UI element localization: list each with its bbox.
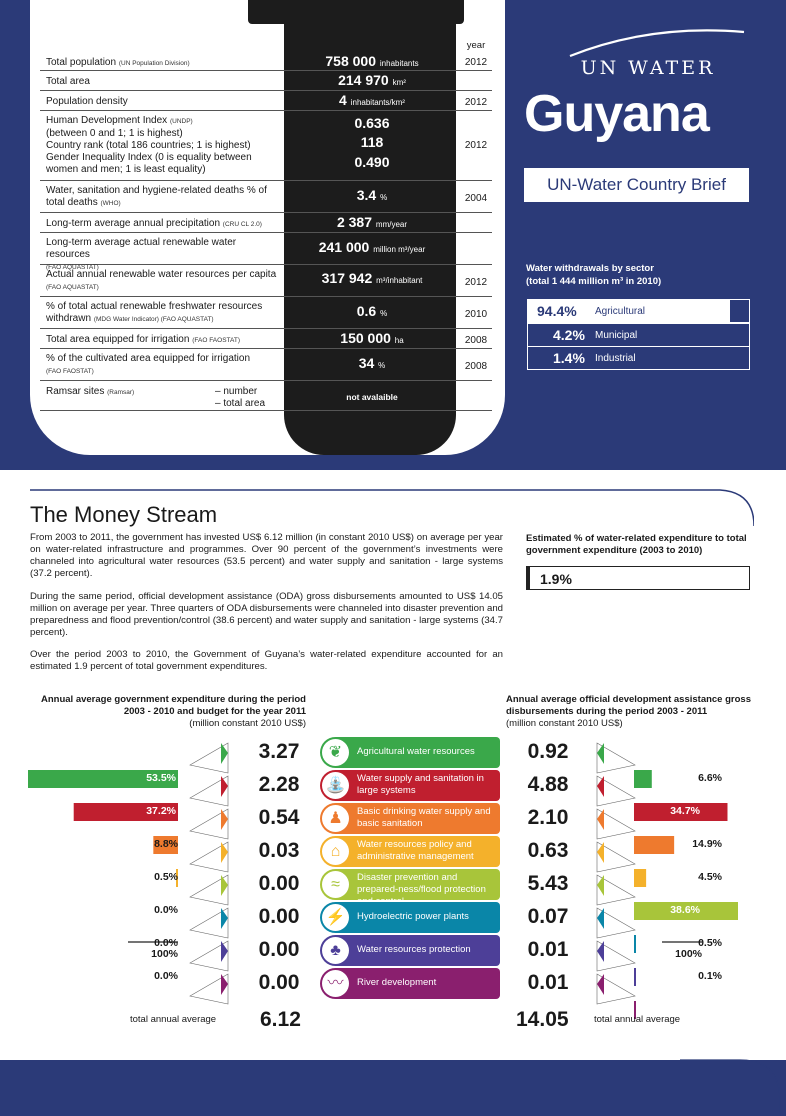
oda-value: 0.01	[527, 938, 569, 961]
logo-swoosh	[570, 30, 744, 56]
wave-icon: ≈	[322, 871, 349, 898]
person-icon: ♟	[322, 805, 349, 832]
indicator-row: Total area 214 970 km²	[40, 73, 492, 91]
indicator-row: Actual annual renewable water resources per capita (FAO AQUASTAT) 317 942 m³/inhabitant 2012	[40, 267, 492, 297]
category-label: Water resources protection	[357, 944, 471, 955]
gov-value: 0.00	[258, 872, 300, 895]
gov-percent: 0.0%	[154, 970, 178, 982]
gov-total-percent: 100%	[151, 948, 178, 960]
indicator-row: Total area equipped for irrigation (FAO FAOSTAT) 150 000 ha 2008	[40, 331, 492, 349]
oda-value: 0.07	[527, 905, 569, 928]
oda-value: 2.10	[527, 806, 569, 829]
category-label: Basic drinking water supply and basic sanitation	[357, 806, 491, 829]
gov-chart-title: Annual average government expenditure during the period 2003 - 2010 and budget for the year 2011 (million constant 2010 US$)	[41, 694, 306, 729]
category-row	[320, 803, 500, 834]
expenditure-share-value: 1.9%	[540, 571, 572, 587]
gov-total-label: total annual average	[130, 1014, 217, 1025]
category-label: Hydroelectric power plants	[357, 911, 469, 922]
category-row	[320, 968, 500, 999]
oda-total-percent: 100%	[675, 948, 702, 960]
gov-percent: 53.5%	[146, 772, 176, 784]
gov-value: 0.00	[258, 905, 300, 928]
category-label: Water resources policy and administrative management	[357, 839, 474, 862]
oda-percent: 0.5%	[698, 937, 722, 949]
oda-percent: 14.9%	[692, 838, 722, 850]
gov-percent: 0.0%	[154, 937, 178, 949]
indicator-row: Human Development Index (UNDP) (between 0 and 1; 1 is highest) Country rank (total 186 countries; 1 is highest) Gender Inequality Index (0 is equality between women and men; 1 is least equality) 0.636 118 0.490 2012	[40, 113, 492, 181]
indicator-row: Total population (UN Population Division) 758 000 inhabitants 2012	[40, 55, 492, 71]
category-row	[320, 935, 500, 966]
oda-bar	[634, 935, 636, 953]
indicator-row: Water, sanitation and hygiene-related deaths % of total deaths (WHO) 3.4 % 2004	[40, 183, 492, 213]
gov-total-value: 6.12	[260, 1008, 301, 1031]
oda-percent: 34.7%	[670, 805, 700, 817]
sector-row: 4.2% Municipal	[527, 323, 750, 347]
plug-icon: ⚡	[322, 904, 349, 931]
paragraph: During the same period, official development assistance (ODA) gross disbursements amounted to US$ 14.05 million on average per year. Three quarters of ODA disbursements were channeled into disaster prevention and preparedness and flood prevention/control (38.6 percent) and water supply and sanitation - large systems (34.7 percent).	[30, 591, 503, 638]
expenditure-share-box	[526, 566, 750, 590]
gov-value: 3.27	[258, 740, 300, 763]
category-row	[320, 869, 500, 900]
section-title: The Money Stream	[30, 502, 218, 527]
un-water-logo	[540, 18, 756, 80]
indicator-row: Ramsar sites (Ramsar) – number – total area not avalaible	[40, 383, 492, 411]
category-label: Agricultural water resources	[357, 746, 475, 757]
indicator-row: Long-term average annual precipitation (CRU CL 2.0) 2 387 mm/year	[40, 215, 492, 233]
year-heading: year	[466, 40, 486, 51]
river-icon: 〰	[322, 970, 349, 997]
oda-total-label: total annual average	[594, 1014, 681, 1025]
gov-percent: 0.5%	[154, 871, 178, 883]
tap-icon: ⛲	[322, 772, 349, 799]
logo-text: UN WATER	[580, 57, 716, 79]
category-label: Water supply and sanitation in large systems	[357, 773, 484, 796]
oda-bar	[634, 770, 652, 788]
sector-row: 1.4% Industrial	[527, 346, 750, 370]
building-icon: ⌂	[322, 838, 349, 865]
oda-percent: 4.5%	[698, 871, 722, 883]
paragraph: Over the period 2003 to 2010, the Government of Guyana’s water-related expenditure accounted for an estimated 1.9 percent of total government expenditures.	[30, 649, 503, 672]
indicator-row: Population density 4 inhabitants/km² 2012	[40, 93, 492, 111]
footer-curve	[680, 1040, 786, 1116]
gov-percent: 37.2%	[146, 805, 176, 817]
sector-row: 94.4% Agricultural	[527, 299, 750, 323]
category-row	[320, 770, 500, 801]
expenditure-share-title: Estimated % of water-related expenditure to total government expenditure (2003 to 2010)	[526, 533, 747, 556]
gov-value: 0.00	[258, 971, 300, 994]
category-label: Disaster prevention and prepared-ness/flood protection	[357, 872, 486, 895]
indicator-row: % of total actual renewable freshwater resources withdrawn (MDG Water Indicator) (FAO AQUASTAT) 0.6 % 2010	[40, 299, 492, 329]
gov-value: 2.28	[258, 773, 300, 796]
gov-value: 0.00	[258, 938, 300, 961]
leaf-icon: ❦	[322, 739, 349, 766]
gov-value: 0.54	[258, 806, 300, 829]
oda-bar	[634, 968, 636, 986]
oda-percent: 0.1%	[698, 970, 722, 982]
category-row	[320, 836, 500, 867]
oda-value: 0.63	[527, 839, 569, 862]
withdrawals-title: Water withdrawals by sector (total 1 444 million m³ in 2010)	[526, 263, 662, 287]
paragraph: From 2003 to 2011, the government has invested US$ 6.12 million (in constant 2010 US$) on average per year on water-related infrastructure and programmes. Over 90 percent of the government’s investments were channeled into agricultural water resources (53.5 percent) and water supply and sanitation - large systems (37.2 percent).	[30, 532, 503, 579]
gov-percent: 0.0%	[154, 904, 178, 916]
brief-label: UN-Water Country Brief	[524, 168, 749, 202]
oda-value: 4.88	[527, 773, 569, 796]
oda-value: 0.92	[527, 740, 569, 763]
category-row	[320, 737, 500, 768]
country-title: Guyana	[524, 85, 709, 143]
gov-value: 0.03	[258, 839, 300, 862]
footer-band	[0, 1060, 786, 1116]
oda-chart-title: Annual average official development assistance gross disbursements during the period 2003 - 2011 (million constant 2010 US$)	[506, 694, 751, 729]
category-row	[320, 902, 500, 933]
oda-percent: 6.6%	[698, 772, 722, 784]
category-label: River development	[357, 977, 437, 988]
indicator-row: Long-term average actual renewable water resources (FAO AQUASTAT) 241 000 million m³/year	[40, 235, 492, 265]
indicator-row: % of the cultivated area equipped for irrigation (FAO FAOSTAT) 34 % 2008	[40, 351, 492, 381]
gov-percent: 8.8%	[154, 838, 178, 850]
oda-value: 5.43	[527, 872, 569, 895]
oda-bar	[634, 869, 646, 887]
oda-total-value: 14.05	[516, 1008, 569, 1031]
oda-value: 0.01	[527, 971, 569, 994]
oda-percent: 38.6%	[670, 904, 700, 916]
tree-icon: ♣	[322, 937, 349, 964]
